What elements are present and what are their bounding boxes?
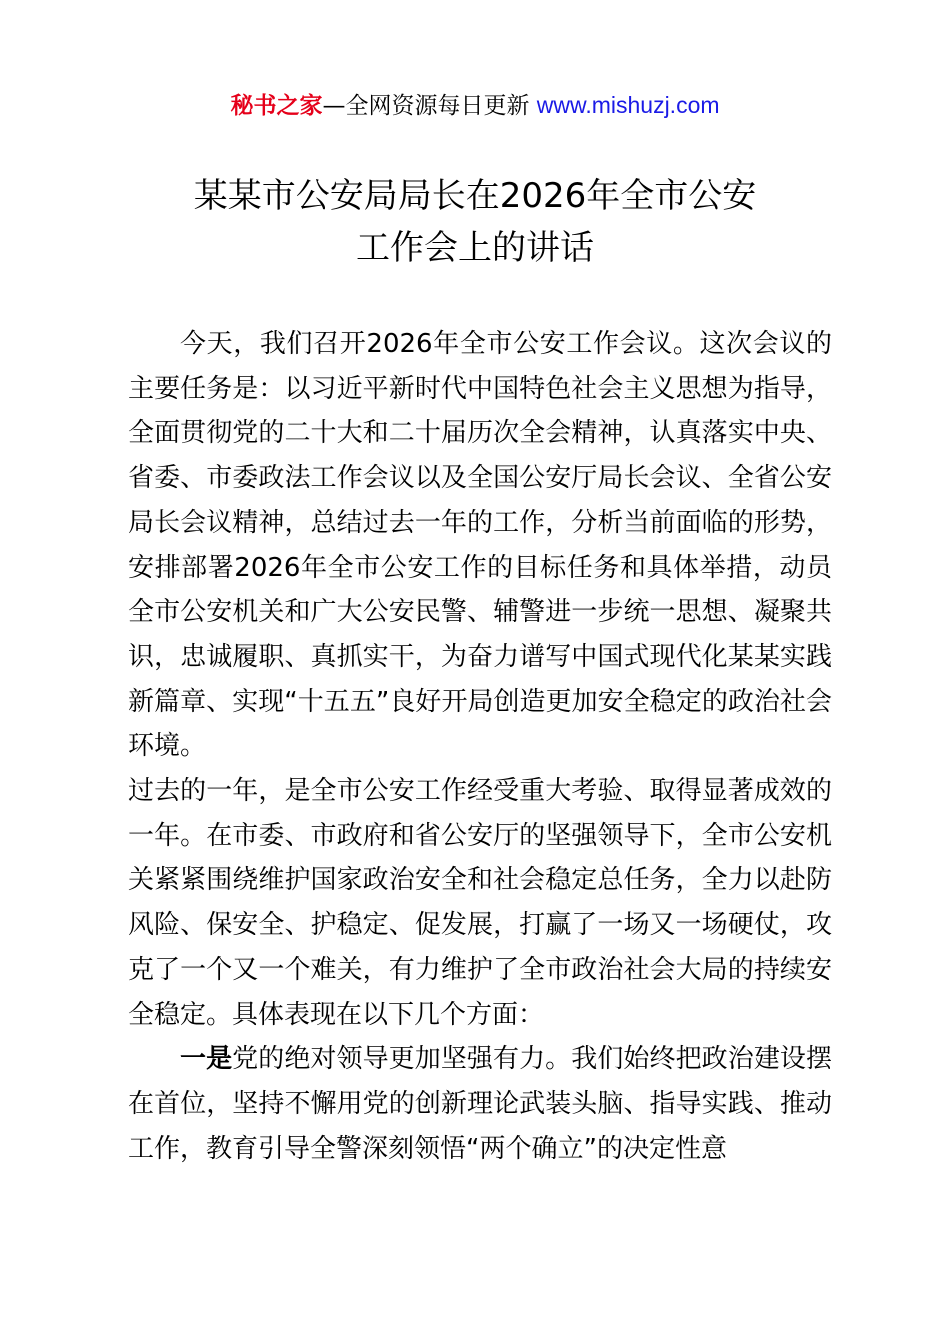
document-body — [128, 322, 832, 1171]
site-url-link[interactable]: www.mishuzj.com — [536, 92, 720, 118]
document-title — [0, 170, 950, 274]
title-line-1: 某某市公安局局长在2026年全市公安 — [193, 176, 757, 216]
paragraph-opening: 今天，我们召开2026年全市公安工作会议。这次会议的主要任务是：以习近平新时代中国特色社会主义思想为指导，全面贯彻党的二十大和二十届历次全会精神，认真落实中央、省委、市委政法工作会议以及全国公安厅局长会议、全省公安局长会议精神，总结过去一年的工作，分析当前面临的形势，安排部署2026年全市公安工作的目标任务和具体举措，动员全市公安机关和广大公安民警、辅警进一步统一思想、凝聚共识，忠诚履职、真抓实干，为奋力谱写中国式现代化某某实践新篇章、实现“十五五”良好开局创造更加安全稳定的政治社会环境。 — [128, 329, 832, 762]
title-line-2: 工作会上的讲话 — [356, 228, 594, 268]
site-header — [0, 88, 950, 123]
point-one-text: 党的绝对领导更加坚强有力。我们始终把政治建设摆在首位，坚持不懈用党的创新理论武装头脑、指导实践、推动工作，教育引导全警深刻领悟“两个确立”的决定性意 — [128, 1044, 832, 1164]
site-slogan: —全网资源每日更新 — [322, 93, 530, 119]
paragraph-review: 过去的一年，是全市公安工作经受重大考验、取得显著成效的一年。在市委、市政府和省公安厅的坚强领导下，全市公安机关紧紧围绕维护国家政治安全和社会稳定总任务，全力以赴防风险、保安全、护稳定、促发展，打赢了一场又一场硬仗，攻克了一个又一个难关，有力维护了全市政治社会大局的持续安全稳定。具体表现在以下几个方面： — [128, 776, 832, 1030]
paragraph-point-one — [128, 1037, 832, 1171]
point-one-lead: 一是 — [180, 1044, 233, 1075]
site-brand: 秘书之家 — [230, 93, 323, 119]
